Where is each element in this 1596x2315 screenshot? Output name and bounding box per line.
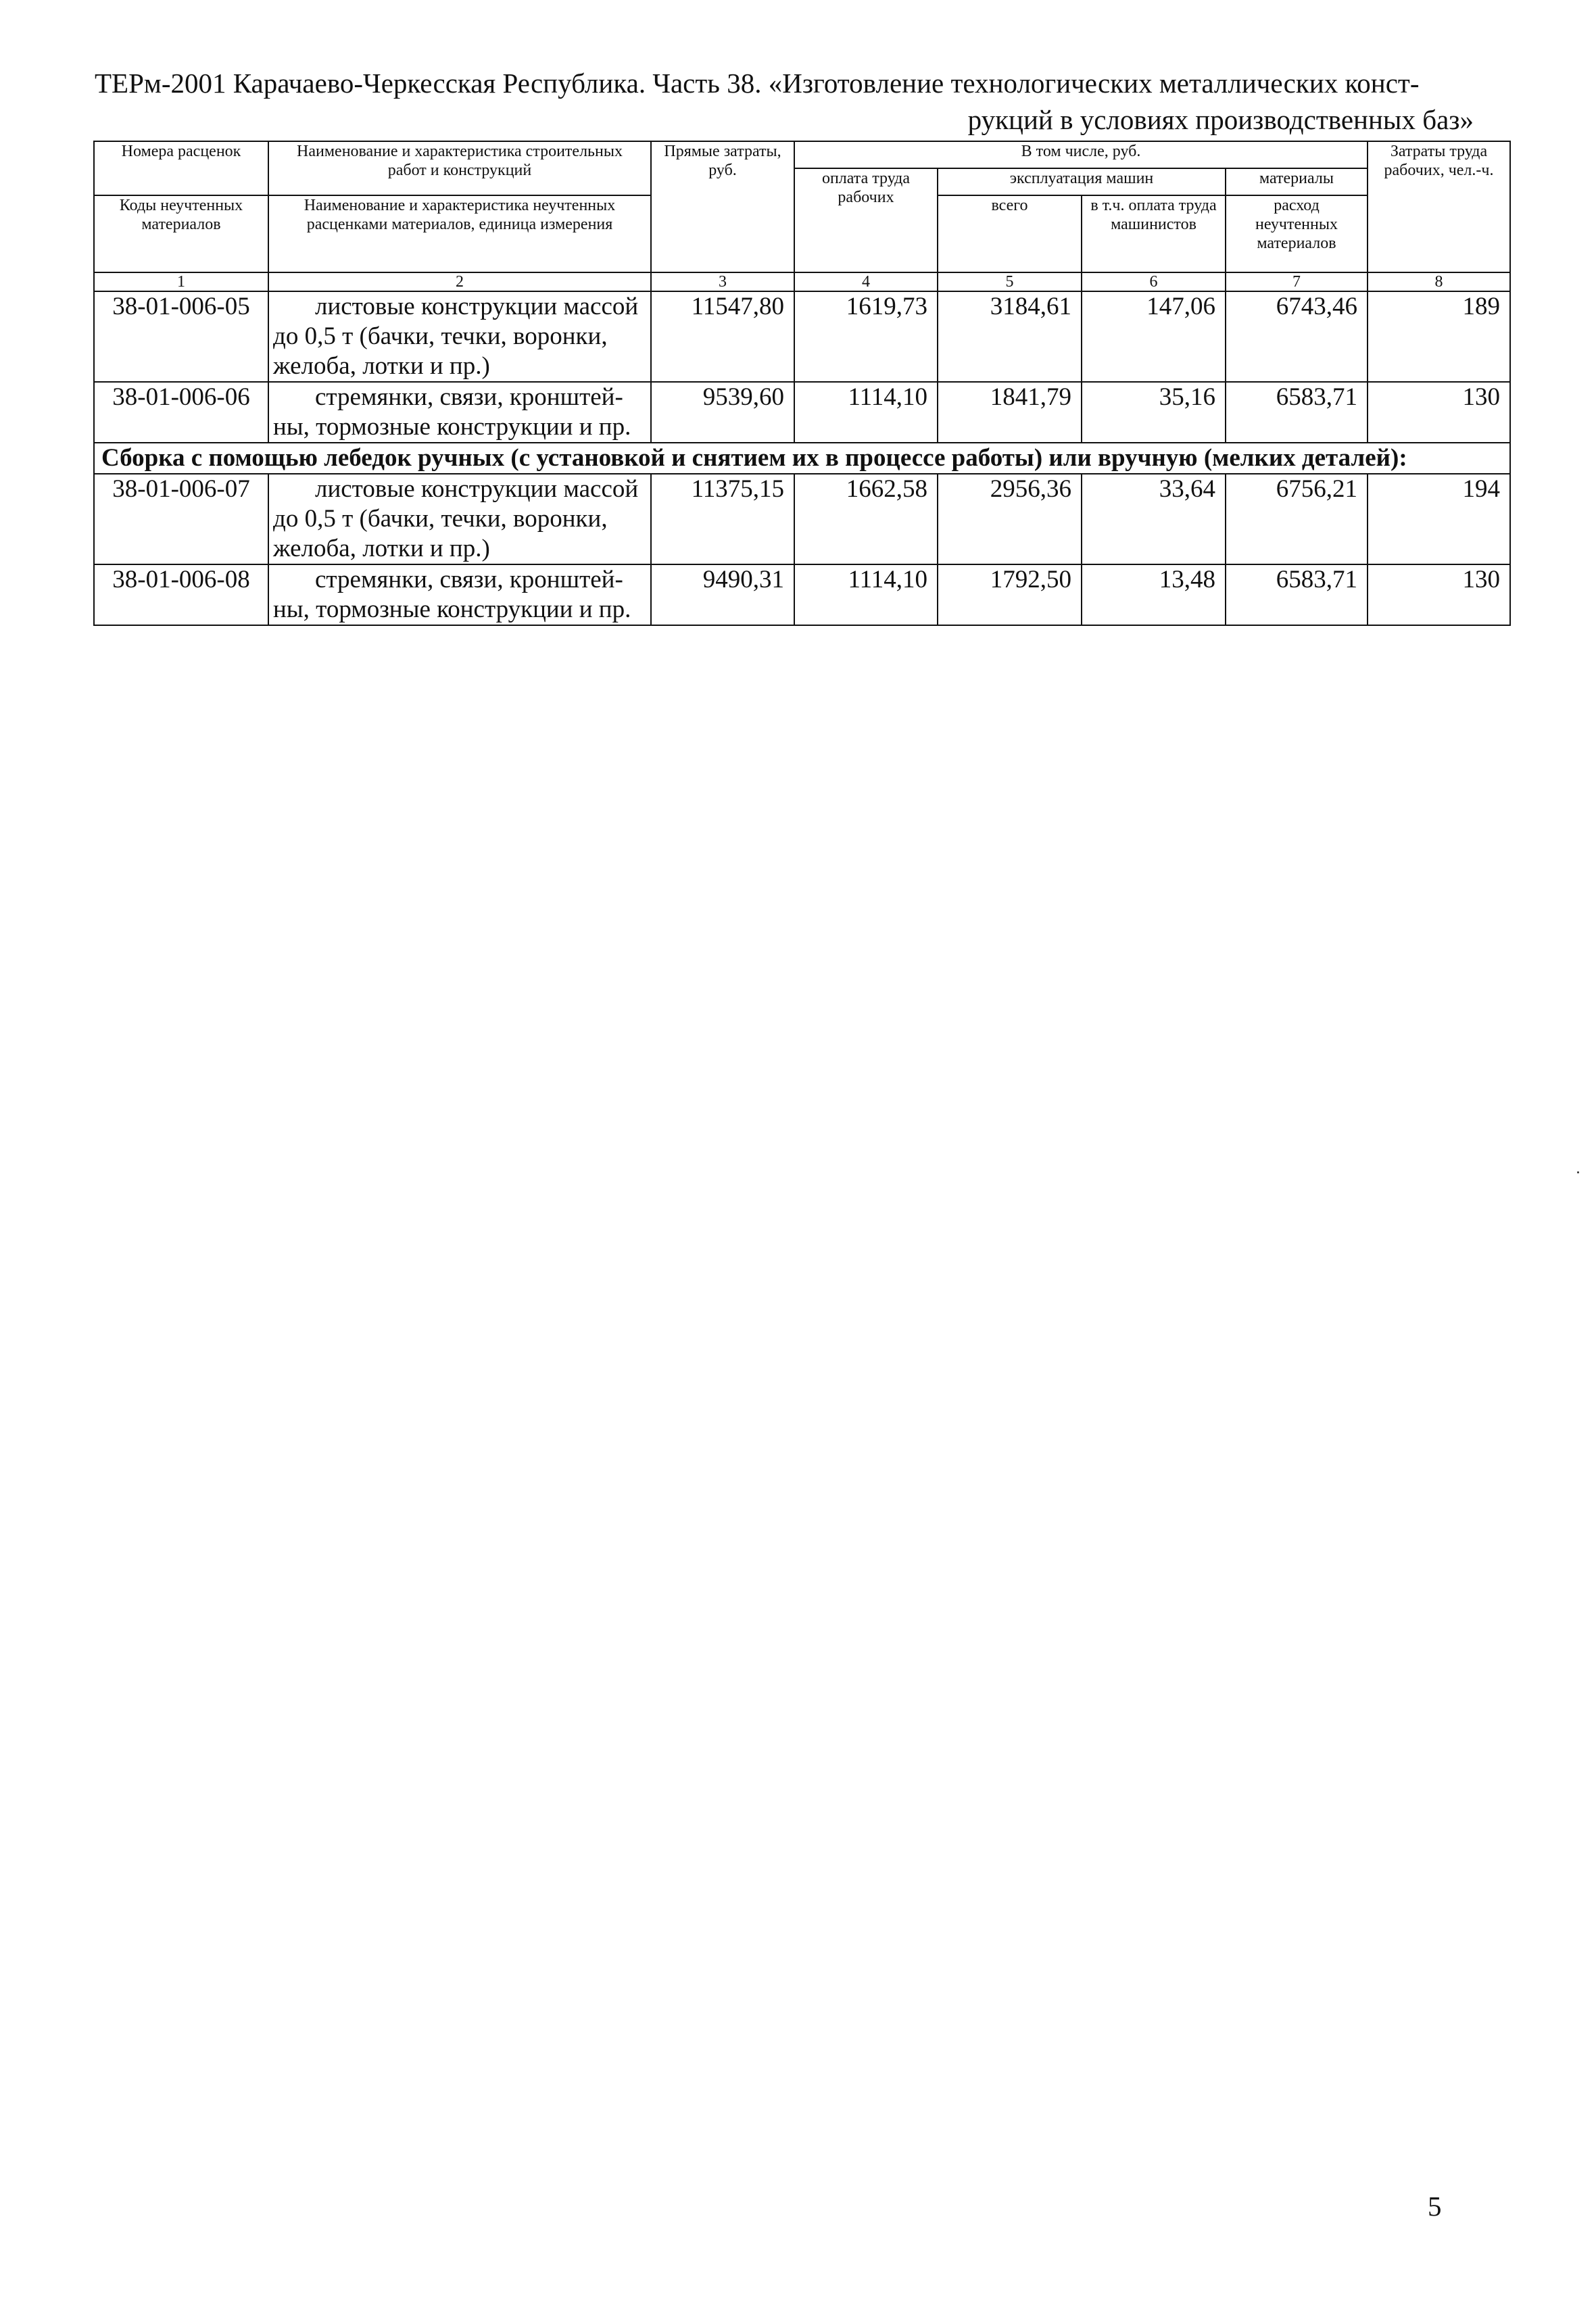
labor-costs-value: 130 xyxy=(1368,382,1510,443)
direct-costs-value: 9539,60 xyxy=(651,382,794,443)
materials-value: 6583,71 xyxy=(1226,564,1368,625)
column-number: 7 xyxy=(1226,272,1368,291)
header-direct-costs: Прямые затраты, руб. xyxy=(651,141,794,272)
section-heading: Сборка с помощью лебедок ручных (с установкой и снятием их в процессе работы) или вручную (мелких деталей): xyxy=(94,443,1510,474)
machine-total-value: 1792,50 xyxy=(938,564,1082,625)
scan-speck xyxy=(1577,1171,1579,1173)
column-number: 4 xyxy=(794,272,938,291)
machine-total-value: 1841,79 xyxy=(938,382,1082,443)
table-row xyxy=(94,474,1510,564)
header-rate-numbers: Номера расценок xyxy=(94,141,268,195)
machine-total-value: 3184,61 xyxy=(938,291,1082,382)
machinist-pay-value: 35,16 xyxy=(1082,382,1226,443)
column-number: 6 xyxy=(1082,272,1226,291)
header-labor-costs: Затраты труда рабочих, чел.-ч. xyxy=(1368,141,1510,272)
header-machinist-pay: в т.ч. оплата труда машинистов xyxy=(1082,195,1226,272)
rate-code: 38-01-006-05 xyxy=(94,291,268,382)
header-material-consumption: расход неучтенных материалов xyxy=(1226,195,1368,272)
materials-value: 6756,21 xyxy=(1226,474,1368,564)
rates-table xyxy=(93,141,1511,626)
column-number: 2 xyxy=(268,272,651,291)
labor-costs-value: 189 xyxy=(1368,291,1510,382)
worker-pay-value: 1662,58 xyxy=(794,474,938,564)
column-number-row xyxy=(94,272,1510,291)
labor-costs-value: 194 xyxy=(1368,474,1510,564)
header-material-name: Наименование и характеристика неучтенных расценками материалов, единица измерения xyxy=(268,195,651,272)
header-worker-pay: оплата труда рабочих xyxy=(794,168,938,272)
labor-costs-value: 130 xyxy=(1368,564,1510,625)
table-row xyxy=(94,564,1510,625)
header-machine-total: всего xyxy=(938,195,1082,272)
rate-name: листовые конструкции массой до 0,5 т (бачки, течки, воронки, желоба, лотки и пр.) xyxy=(268,291,651,382)
column-number: 1 xyxy=(94,272,268,291)
header-materials: материалы xyxy=(1226,168,1368,195)
materials-value: 6743,46 xyxy=(1226,291,1368,382)
section-heading-row xyxy=(94,443,1510,474)
rate-name: стремянки, связи, кронштей-ны, тормозные конструкции и пр. xyxy=(268,564,651,625)
machine-total-value: 2956,36 xyxy=(938,474,1082,564)
column-number: 5 xyxy=(938,272,1082,291)
page-number: 5 xyxy=(1428,2191,1442,2222)
direct-costs-value: 9490,31 xyxy=(651,564,794,625)
rate-code: 38-01-006-08 xyxy=(94,564,268,625)
machinist-pay-value: 33,64 xyxy=(1082,474,1226,564)
header-including: В том числе, руб. xyxy=(794,141,1368,168)
machinist-pay-value: 147,06 xyxy=(1082,291,1226,382)
worker-pay-value: 1114,10 xyxy=(794,564,938,625)
header-material-codes: Коды неучтенных материалов xyxy=(94,195,268,272)
worker-pay-value: 1619,73 xyxy=(794,291,938,382)
direct-costs-value: 11547,80 xyxy=(651,291,794,382)
page-title-line-1: ТЕРм-2001 Карачаево-Черкесская Республика. Часть 38. «Изготовление технологических металлических конст- xyxy=(95,68,1420,99)
page-title-line-2: рукций в условиях производственных баз» xyxy=(967,104,1474,135)
header-work-name: Наименование и характеристика строительных работ и конструкций xyxy=(268,141,651,195)
rate-name: листовые конструкции массой до 0,5 т (бачки, течки, воронки, желоба, лотки и пр.) xyxy=(268,474,651,564)
header-row-top xyxy=(94,141,1510,168)
column-number: 3 xyxy=(651,272,794,291)
rate-code: 38-01-006-06 xyxy=(94,382,268,443)
direct-costs-value: 11375,15 xyxy=(651,474,794,564)
column-number: 8 xyxy=(1368,272,1510,291)
materials-value: 6583,71 xyxy=(1226,382,1368,443)
worker-pay-value: 1114,10 xyxy=(794,382,938,443)
rate-name: стремянки, связи, кронштей-ны, тормозные конструкции и пр. xyxy=(268,382,651,443)
machinist-pay-value: 13,48 xyxy=(1082,564,1226,625)
table-row xyxy=(94,291,1510,382)
page-title xyxy=(95,65,1474,138)
table-row xyxy=(94,382,1510,443)
rate-code: 38-01-006-07 xyxy=(94,474,268,564)
header-machine-ops: эксплуатация машин xyxy=(938,168,1226,195)
